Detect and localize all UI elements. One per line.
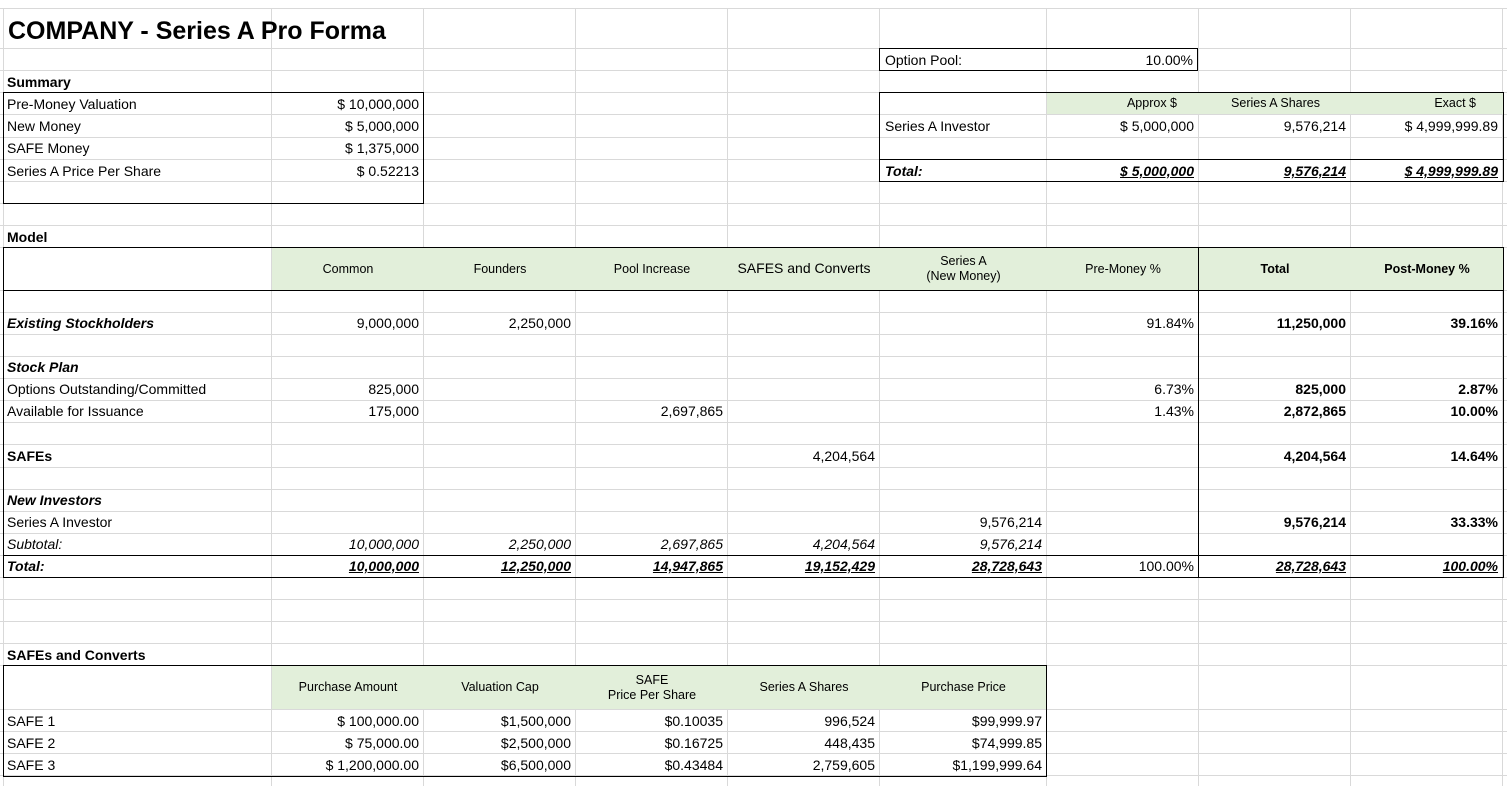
safe-row-shares[interactable]: 996,524 [824,713,875,729]
model-header-post-money: Post-Money % [1384,262,1470,276]
summary-value[interactable]: $ 5,000,000 [345,118,419,134]
stock-plan-label: Stock Plan [7,359,79,375]
safe-row-shares[interactable]: 2,759,605 [812,757,875,773]
model-header-safes: SAFES and Converts [737,260,871,276]
options-pre[interactable]: 6.73% [1154,381,1194,397]
safes-header-pps [576,673,728,703]
subtotal-pool[interactable]: 2,697,865 [660,536,723,552]
series-a-investor-total[interactable]: 9,576,214 [1283,514,1346,530]
header-line: Price Per Share [607,688,697,702]
total-pool[interactable]: 14,947,865 [652,558,723,574]
safes-total[interactable]: 4,204,564 [1283,448,1346,464]
safes-table-heading: SAFEs and Converts [7,647,146,663]
safe-row-label: SAFE 1 [7,713,56,729]
options-common[interactable]: 825,000 [368,381,419,397]
existing-founders[interactable]: 2,250,000 [508,315,571,331]
available-common[interactable]: 175,000 [368,403,419,419]
model-header-pre-money: Pre-Money % [1085,262,1161,276]
total-safes[interactable]: 19,152,429 [804,558,875,574]
safe-row-amount[interactable]: $ 1,200,000.00 [325,757,419,773]
option-pool-value[interactable]: 10.00% [1145,52,1193,68]
model-header-pool: Pool Increase [613,262,691,276]
safe-row-shares[interactable]: 448,435 [824,735,875,751]
summary-label: Series A Price Per Share [7,163,162,179]
existing-common[interactable]: 9,000,000 [356,315,419,331]
available-label: Available for Issuance [7,403,144,419]
header-line: (New Money) [926,269,1001,283]
subtotal-founders[interactable]: 2,250,000 [508,536,571,552]
model-header-common: Common [322,262,374,276]
investor-total-rule [879,159,1504,160]
investor-total-label: Total: [885,163,923,179]
investor-row-shares[interactable]: 9,576,214 [1283,118,1346,134]
model-header-founders: Founders [473,262,527,276]
existing-label: Existing Stockholders [7,315,155,331]
model-header-series-a [880,254,1047,284]
options-label: Options Outstanding/Committed [7,381,207,397]
safes-header-cap: Valuation Cap [461,680,539,694]
safe-row-pps[interactable]: $0.10035 [664,713,723,729]
safe-row-label: SAFE 2 [7,735,56,751]
total-total[interactable]: 28,728,643 [1275,558,1346,574]
safe-row-pps[interactable]: $0.16725 [664,735,723,751]
investor-header-shares: Series A Shares [1231,96,1320,110]
options-post[interactable]: 2.87% [1458,381,1498,397]
investor-header-approx: Approx $ [1126,96,1177,110]
available-total[interactable]: 2,872,865 [1283,403,1346,419]
series-a-investor-series[interactable]: 9,576,214 [979,514,1042,530]
investor-row-approx[interactable]: $ 5,000,000 [1120,118,1194,134]
summary-value[interactable]: $ 10,000,000 [337,96,419,112]
options-total[interactable]: 825,000 [1295,381,1346,397]
total-label: Total: [7,558,45,574]
investor-total-exact[interactable]: $ 4,999,999.89 [1404,163,1498,179]
total-common[interactable]: 10,000,000 [348,558,419,574]
safe-row-price[interactable]: $99,999.97 [971,713,1042,729]
page-title: COMPANY - Series A Pro Forma [8,17,386,45]
series-a-investor-label: Series A Investor [7,514,113,530]
summary-label: Pre-Money Valuation [7,96,137,112]
existing-post[interactable]: 39.16% [1450,315,1498,331]
safe-row-amount[interactable]: $ 75,000.00 [345,735,419,751]
existing-total[interactable]: 11,250,000 [1276,315,1346,331]
total-pre[interactable]: 100.00% [1138,558,1194,574]
existing-pre[interactable]: 91.84% [1146,315,1194,331]
investor-total-approx[interactable]: $ 5,000,000 [1120,163,1194,179]
header-line: SAFE [635,673,669,687]
safes-post[interactable]: 14.64% [1450,448,1498,464]
model-header-rule [3,290,1504,291]
summary-value[interactable]: $ 1,375,000 [345,140,419,156]
option-pool-label: Option Pool: [885,52,963,68]
subtotal-common[interactable]: 10,000,000 [348,536,419,552]
model-heading: Model [7,229,48,245]
summary-heading: Summary [7,74,71,90]
total-series[interactable]: 28,728,643 [971,558,1042,574]
investor-row-exact[interactable]: $ 4,999,999.89 [1404,118,1498,134]
subtotal-safes[interactable]: 4,204,564 [812,536,875,552]
investor-header-exact: Exact $ [1434,96,1476,110]
summary-value[interactable]: $ 0.52213 [356,163,419,179]
safes-label: SAFEs [7,448,53,464]
series-a-investor-post[interactable]: 33.33% [1450,514,1498,530]
safe-row-amount[interactable]: $ 100,000.00 [337,713,419,729]
model-header-total: Total [1260,262,1290,276]
available-pool[interactable]: 2,697,865 [660,403,723,419]
safe-row-price[interactable]: $1,199,999.64 [952,757,1042,773]
safe-row-cap[interactable]: $2,500,000 [500,735,571,751]
safe-row-cap[interactable]: $1,500,000 [500,713,571,729]
subtotal-series[interactable]: 9,576,214 [979,536,1042,552]
safes-safes[interactable]: 4,204,564 [812,448,875,464]
investor-row-label: Series A Investor [885,118,991,134]
summary-label: New Money [7,118,81,134]
safes-header-amount: Purchase Amount [298,680,398,694]
safe-row-price[interactable]: $74,999.85 [971,735,1042,751]
new-investors-label: New Investors [7,492,102,508]
available-pre[interactable]: 1.43% [1154,403,1194,419]
safe-row-label: SAFE 3 [7,757,56,773]
safe-row-cap[interactable]: $6,500,000 [500,757,571,773]
total-post[interactable]: 100.00% [1442,558,1498,574]
safes-header-shares: Series A Shares [759,680,849,694]
safes-header-price: Purchase Price [921,680,1006,694]
safe-row-pps[interactable]: $0.43484 [664,757,723,773]
total-founders[interactable]: 12,250,000 [500,558,571,574]
available-post[interactable]: 10.00% [1450,403,1498,419]
subtotal-label: Subtotal: [7,536,63,552]
summary-label: SAFE Money [7,140,90,156]
investor-total-shares[interactable]: 9,576,214 [1283,163,1346,179]
header-line: Series A [940,254,987,268]
